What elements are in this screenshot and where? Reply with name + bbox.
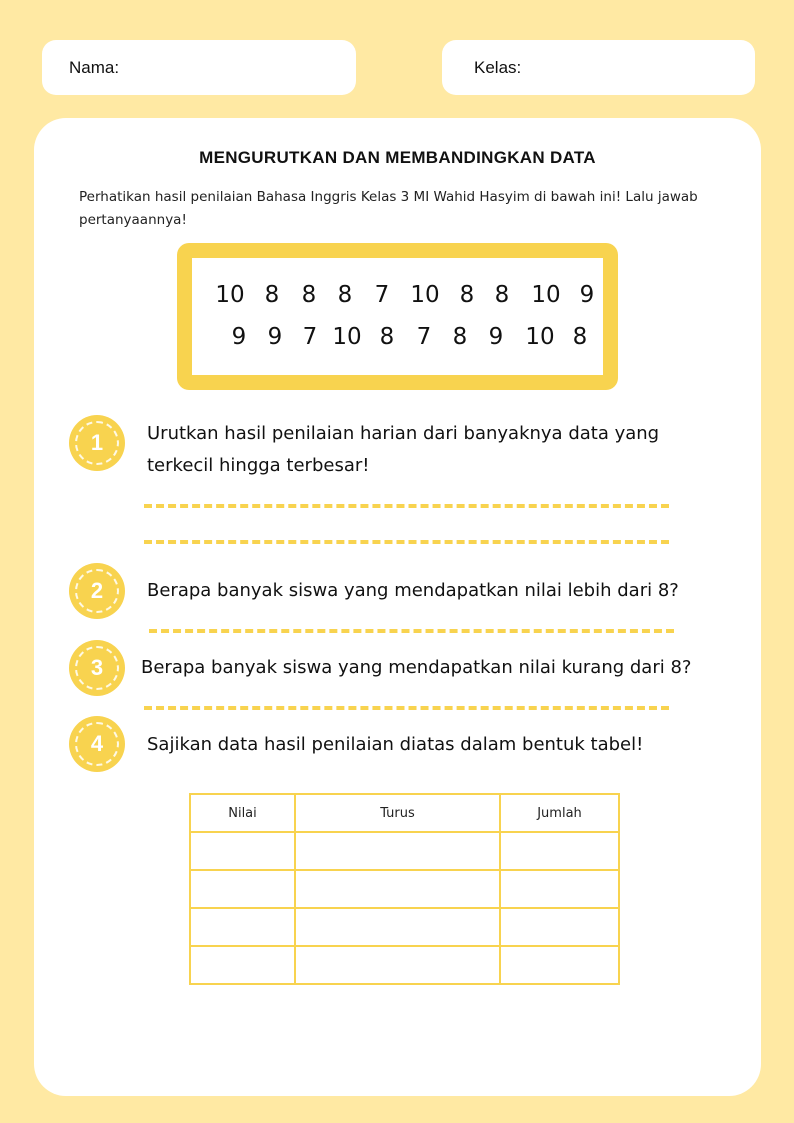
answer-line[interactable] — [144, 504, 669, 508]
table-row — [190, 870, 619, 908]
table-cell[interactable] — [295, 832, 500, 870]
question-2-text: Berapa banyak siswa yang mendapatkan nilai lebih dari 8? — [147, 580, 679, 601]
question-number: 3 — [90, 655, 104, 680]
data-value: 8 — [264, 282, 280, 308]
data-value: 8 — [379, 324, 395, 350]
data-value: 8 — [452, 324, 468, 350]
table-cell[interactable] — [500, 870, 619, 908]
table-row — [190, 908, 619, 946]
question-3-badge — [69, 640, 125, 696]
table-cell[interactable] — [295, 908, 500, 946]
data-box — [177, 243, 618, 390]
column-header-nilai: Nilai — [190, 794, 295, 832]
question-number: 1 — [90, 430, 104, 455]
table-cell[interactable] — [500, 832, 619, 870]
table-row — [190, 832, 619, 870]
table-cell[interactable] — [190, 832, 295, 870]
name-label: Nama: — [69, 57, 120, 77]
data-value: 8 — [459, 282, 475, 308]
table-cell[interactable] — [295, 946, 500, 984]
table-cell[interactable] — [500, 946, 619, 984]
question-1-text: Urutkan hasil penilaian harian dari banyaknya data yang terkecil hingga terbesar! — [147, 423, 660, 476]
data-value: 8 — [494, 282, 510, 308]
question-2-badge — [69, 563, 125, 619]
worksheet-title: MENGURUTKAN DAN MEMBANDINGKAN DATA — [199, 148, 596, 167]
answer-line[interactable] — [144, 706, 669, 710]
table-cell[interactable] — [190, 946, 295, 984]
data-value: 10 — [332, 324, 362, 350]
table-row — [190, 946, 619, 984]
data-value: 8 — [301, 282, 317, 308]
question-number: 4 — [90, 731, 104, 756]
data-value: 7 — [374, 282, 390, 308]
table-cell[interactable] — [500, 908, 619, 946]
table-cell[interactable] — [295, 870, 500, 908]
tally-table — [189, 793, 620, 985]
answer-line[interactable] — [149, 629, 674, 633]
class-label: Kelas: — [474, 57, 522, 77]
data-value: 9 — [488, 324, 504, 350]
data-value: 7 — [416, 324, 432, 350]
data-value: 9 — [579, 282, 595, 308]
data-value: 7 — [302, 324, 318, 350]
worksheet-card — [34, 118, 761, 1096]
data-value: 10 — [215, 282, 245, 308]
data-value: 9 — [231, 324, 247, 350]
question-4-badge — [69, 716, 125, 772]
data-value: 9 — [267, 324, 283, 350]
question-number: 2 — [90, 578, 104, 603]
answer-line[interactable] — [144, 540, 669, 544]
class-field[interactable] — [442, 40, 755, 95]
data-value: 8 — [572, 324, 588, 350]
question-3-text: Berapa banyak siswa yang mendapatkan nilai kurang dari 8? — [141, 657, 692, 678]
column-header-turus: Turus — [295, 794, 500, 832]
data-value: 10 — [410, 282, 440, 308]
table-cell[interactable] — [190, 870, 295, 908]
instruction-text: Perhatikan hasil penilaian Bahasa Inggris Kelas 3 MI Wahid Hasyim di bawah ini! Lalu jawab pertanyaannya! — [79, 189, 698, 228]
data-value: 10 — [525, 324, 555, 350]
question-4-text: Sajikan data hasil penilaian diatas dalam bentuk tabel! — [147, 734, 644, 755]
data-value: 8 — [337, 282, 353, 308]
column-header-jumlah: Jumlah — [500, 794, 619, 832]
table-cell[interactable] — [190, 908, 295, 946]
data-value: 10 — [531, 282, 561, 308]
name-field[interactable] — [42, 40, 356, 95]
table-header-row — [190, 794, 619, 832]
question-1-badge — [69, 415, 125, 471]
